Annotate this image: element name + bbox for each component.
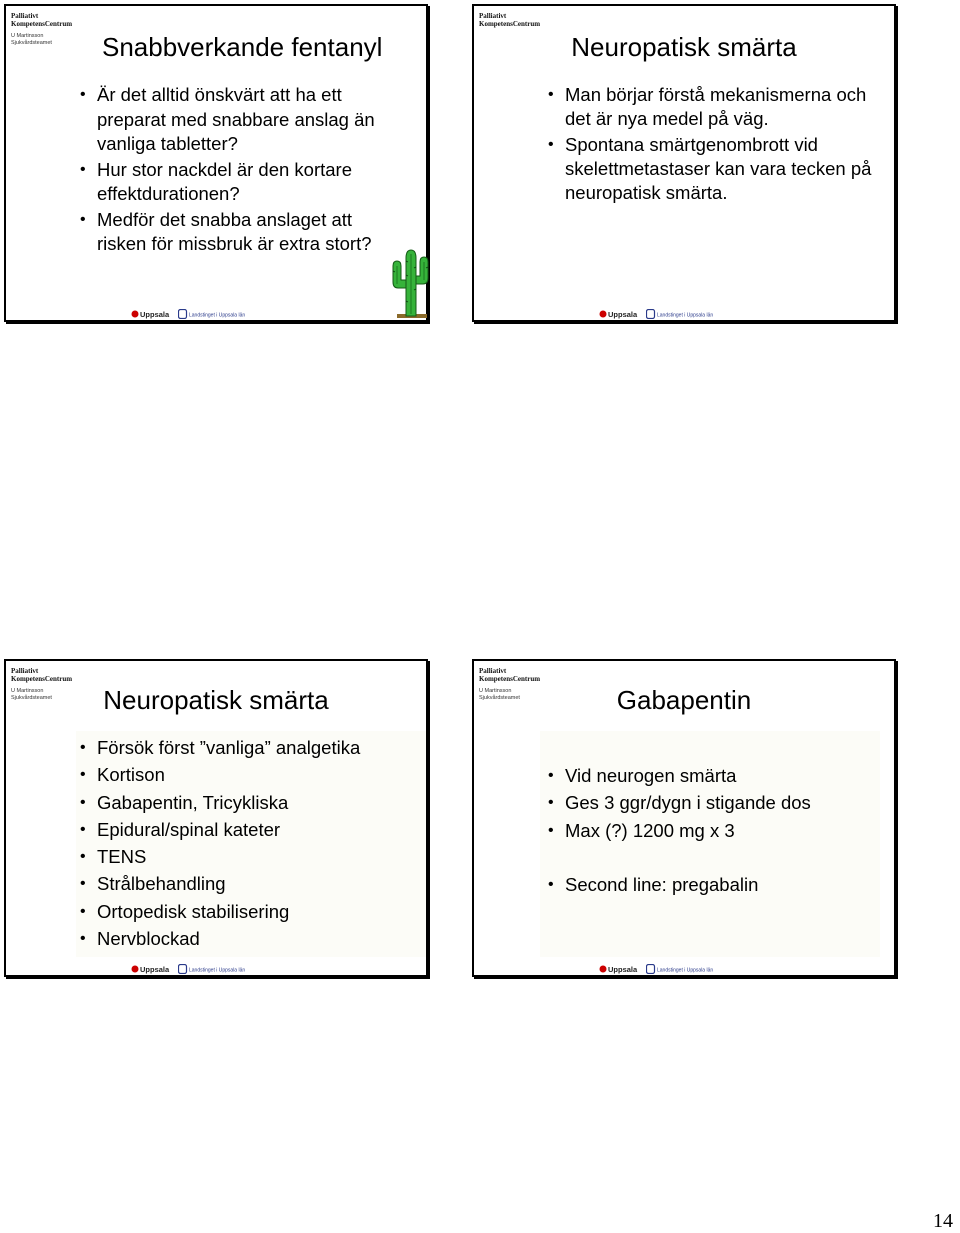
bullet-list	[80, 83, 400, 258]
bullet-item: • Medför det snabba anslaget att risken för missbruk är extra stort?	[80, 208, 400, 257]
uppsala-university-logo	[131, 309, 171, 319]
org-logo	[11, 12, 72, 28]
bullet-item: • Hur stor nackdel är den kortare effektdurationen?	[80, 158, 400, 207]
org-name-line2: KompetensCentrum	[11, 20, 73, 28]
footer-logos	[131, 309, 251, 319]
org-logo	[11, 667, 72, 683]
author-name: U Martinsson	[479, 688, 512, 694]
bullet-item: • Gabapentin, Tricykliska	[80, 789, 420, 816]
slide-title: Neuropatisk smärta	[571, 32, 797, 62]
bullet-item: • Kortison	[80, 761, 420, 788]
author-team: Sjukvårdsteamet	[479, 694, 520, 701]
bullet-item: • Second line: pregabalin	[548, 871, 878, 898]
bullet-item: • Vid neurogen smärta	[548, 762, 878, 789]
slide-4	[472, 659, 896, 977]
author-team: Sjukvårdsteamet	[11, 39, 52, 46]
svg-text:Landstinget i Uppsala län: Landstinget i Uppsala län	[189, 967, 246, 974]
bullet-item: • Man börjar förstå mekanismerna och det är nya medel på väg.	[548, 83, 888, 131]
svg-text:Uppsala: Uppsala	[608, 965, 638, 974]
slide-title: Gabapentin	[616, 685, 752, 715]
org-name-line1: Palliativt	[479, 12, 507, 20]
org-name-line1: Palliativt	[11, 667, 39, 675]
bullet-item: • TENS	[80, 843, 420, 870]
author	[11, 33, 52, 46]
slide-2	[472, 4, 896, 322]
org-logo	[479, 667, 540, 683]
landstinget-logo	[646, 309, 716, 319]
author-team: Sjukvårdsteamet	[11, 694, 52, 701]
author-name: U Martinsson	[11, 688, 44, 694]
slide-title: Neuropatisk smärta	[103, 685, 329, 715]
bullet-item: • Spontana smärtgenombrott vid skelettmetastaser kan vara tecken på neuropatisk smärta.	[548, 133, 888, 205]
landstinget-logo	[178, 309, 248, 319]
landstinget-logo	[646, 964, 716, 974]
org-name-line2: KompetensCentrum	[479, 20, 541, 28]
svg-text:Uppsala: Uppsala	[140, 965, 170, 974]
footer-logos	[599, 309, 719, 319]
bullet-list	[548, 83, 888, 207]
org-name-line1: Palliativt	[11, 12, 39, 20]
org-name-line2: KompetensCentrum	[479, 675, 541, 683]
bullet-item: • Nervblockad	[80, 925, 420, 952]
bullet-item: • Epidural/spinal kateter	[80, 816, 420, 843]
uppsala-university-logo	[599, 964, 639, 974]
author-name: U Martinsson	[11, 33, 44, 39]
bullet-item: • Är det alltid önskvärt att ha ett preparat med snabbare anslag än vanliga tabletter?	[80, 83, 400, 157]
cactus-image	[389, 244, 433, 322]
org-name-line1: Palliativt	[479, 667, 507, 675]
svg-text:Landstinget i Uppsala län: Landstinget i Uppsala län	[657, 312, 714, 319]
org-name-line2: KompetensCentrum	[11, 675, 73, 683]
svg-text:Uppsala: Uppsala	[608, 310, 638, 319]
org-logo	[479, 12, 540, 28]
bullet-item: • Ges 3 ggr/dygn i stigande dos	[548, 789, 878, 816]
bullet-list	[548, 762, 878, 898]
svg-text:Uppsala: Uppsala	[140, 310, 170, 319]
bullet-item: • Försök först ”vanliga” analgetika	[80, 734, 420, 761]
landstinget-logo	[178, 964, 248, 974]
bullet-item: • Ortopedisk stabilisering	[80, 898, 420, 925]
svg-text:Landstinget i Uppsala län: Landstinget i Uppsala län	[657, 967, 714, 974]
uppsala-university-logo	[599, 309, 639, 319]
svg-text:Landstinget i Uppsala län: Landstinget i Uppsala län	[189, 312, 246, 319]
slide-title: Snabbverkande fentanyl	[102, 32, 383, 62]
bullet-item: • Strålbehandling	[80, 870, 420, 897]
page-number: 14	[933, 1210, 953, 1232]
bullet-item: • Max (?) 1200 mg x 3	[548, 817, 878, 844]
slide-3	[4, 659, 428, 977]
footer-logos	[599, 964, 719, 974]
footer-logos	[131, 964, 251, 974]
uppsala-university-logo	[131, 964, 171, 974]
bullet-list	[80, 734, 420, 952]
slide-1	[4, 4, 428, 322]
